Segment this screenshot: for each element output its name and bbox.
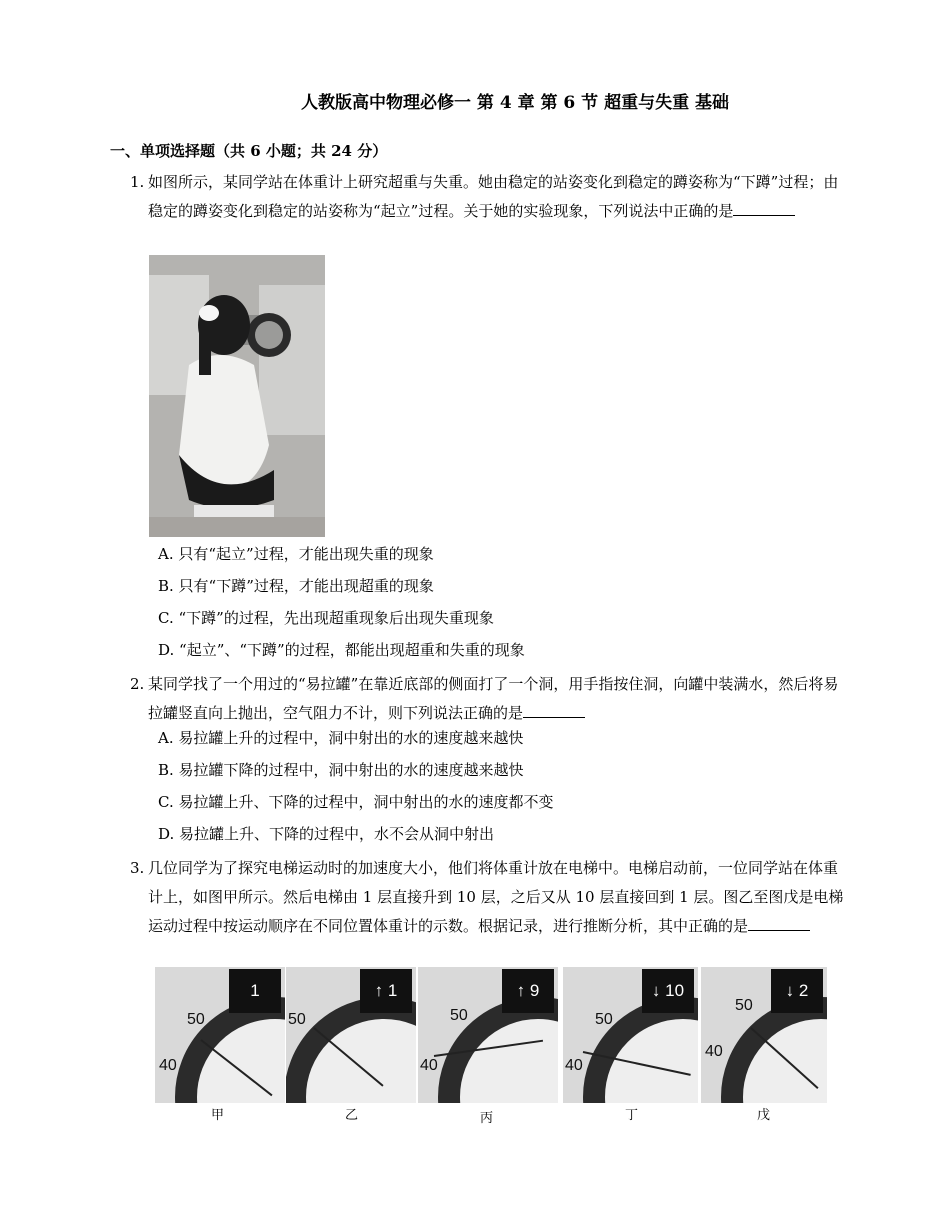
scale-dial-ding: ↓ 10 50 40 <box>563 967 698 1103</box>
option-a: A. 易拉罐上升的过程中，洞中射出的水的速度越来越快 <box>158 729 524 747</box>
question-number: 1. <box>130 173 145 191</box>
scale-dial-bing: ↑ 9 50 40 <box>418 967 558 1103</box>
page-title: 人教版高中物理必修一 第 4 章 第 6 节 超重与失重 基础 <box>300 93 729 113</box>
question-1 <box>130 168 850 226</box>
dial-label: 丁 <box>625 1108 639 1123</box>
question-number: 3. <box>130 859 145 877</box>
section-heading: 一、单项选择题（共 6 小题；共 24 分） <box>110 142 388 160</box>
option-d: D. “起立”、“下蹲”的过程，都能出现超重和失重的现象 <box>158 641 525 659</box>
question-3 <box>130 854 850 941</box>
dial-label: 丙 <box>480 1111 494 1126</box>
question-number: 2. <box>130 675 145 693</box>
scale-readings-figure <box>155 967 827 1127</box>
floor-indicator: ↓ 10 <box>642 969 694 1013</box>
girl-on-scale-photo <box>149 255 325 537</box>
scale-dial-jia: 1 50 40 <box>155 967 285 1103</box>
answer-blank <box>523 703 585 718</box>
floor-indicator: ↑ 1 <box>360 969 412 1013</box>
question-2 <box>130 670 850 728</box>
option-d: D. 易拉罐上升、下降的过程中，水不会从洞中射出 <box>158 825 495 843</box>
answer-blank <box>733 201 795 216</box>
option-c: C. 易拉罐上升、下降的过程中，洞中射出的水的速度都不变 <box>158 793 554 811</box>
question-text: 如图所示，某同学站在体重计上研究超重与失重。她由稳定的站姿变化到稳定的蹲姿称为“下蹲”过程；由稳定的蹲姿变化到稳定的站姿称为“起立”过程。关于她的实验现象，下列说法中正确的是 <box>148 173 839 220</box>
option-b: B. 只有“下蹲”过程，才能出现超重的现象 <box>158 577 434 595</box>
answer-blank <box>748 916 810 931</box>
floor-indicator: 1 <box>229 969 281 1013</box>
option-b: B. 易拉罐下降的过程中，洞中射出的水的速度越来越快 <box>158 761 524 779</box>
dial-label: 戊 <box>757 1108 771 1123</box>
scale-dial-wu: ↓ 2 50 40 <box>701 967 827 1103</box>
question-text: 某同学找了一个用过的“易拉罐”在靠近底部的侧面打了一个洞，用手指按住洞，向罐中装满水，然后将易拉罐竖直向上抛出，空气阻力不计，则下列说法正确的是 <box>148 675 839 722</box>
dial-label: 乙 <box>345 1108 359 1123</box>
floor-indicator: ↓ 2 <box>771 969 823 1013</box>
question-text: 几位同学为了探究电梯运动时的加速度大小，他们将体重计放在电梯中。电梯启动前，一位同学站在体重计上，如图甲所示。然后电梯由 1 层直接升到 10 层，之后又从 10 层直接回到 1 层。图乙至图戊是电梯运动过程中按运动顺序在不同位置体重计的示数。根据记录，进行推断分析，其中正确的是 <box>148 859 844 935</box>
option-c: C. “下蹲”的过程，先出现超重现象后出现失重现象 <box>158 609 494 627</box>
option-a: A. 只有“起立”过程，才能出现失重的现象 <box>158 545 434 563</box>
scale-dial-yi: ↑ 1 50 <box>286 967 416 1103</box>
floor-indicator: ↑ 9 <box>502 969 554 1013</box>
dial-label: 甲 <box>211 1108 225 1123</box>
